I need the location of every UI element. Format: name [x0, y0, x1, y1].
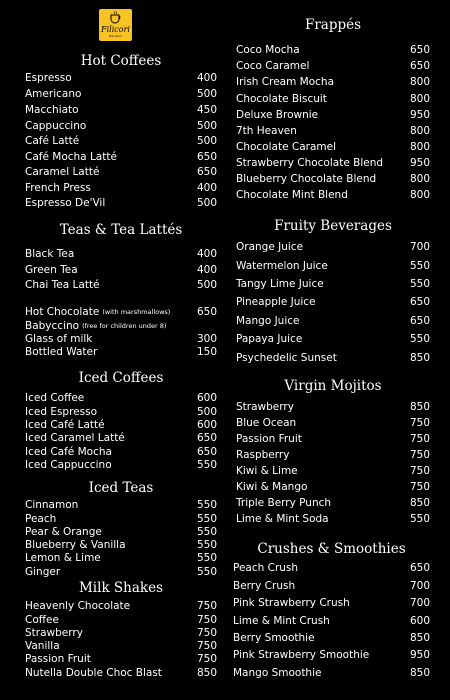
item-price: 650 — [196, 432, 217, 444]
item-name: Strawberry Chocolate Blend — [236, 157, 384, 169]
item-name: Triple Berry Punch — [236, 497, 332, 509]
menu-item — [25, 652, 217, 666]
section-title: Crushes & Smoothies — [257, 541, 406, 557]
item-price: 650 — [409, 60, 430, 72]
item-price: 500 — [196, 135, 217, 147]
menu-item — [25, 278, 217, 292]
menu-item — [236, 43, 430, 57]
menu-item — [25, 345, 217, 359]
menu-item — [25, 181, 217, 195]
logo-tagline: Zecchini — [109, 34, 122, 38]
item-price: 750 — [409, 449, 430, 461]
item-price: 550 — [409, 333, 430, 345]
item-price: 750 — [196, 640, 217, 652]
item-price: 400 — [196, 248, 217, 260]
item-price: 500 — [196, 279, 217, 291]
item-price: 850 — [409, 667, 430, 679]
section-title: Teas & Tea Lattés — [59, 222, 183, 238]
item-price: 550 — [196, 566, 217, 578]
item-name: Blueberry Chocolate Blend — [236, 173, 377, 185]
item-name: Coffee — [25, 614, 59, 626]
menu-item — [236, 277, 430, 291]
item-name: Ginger — [25, 566, 61, 578]
item-name: Iced Caramel Latté — [25, 432, 125, 444]
item-price: 550 — [409, 513, 430, 525]
item-note: (with marshmallows) — [102, 308, 171, 316]
item-name: Lime & Mint Crush — [233, 615, 330, 627]
item-name: Papaya Juice — [236, 333, 303, 345]
item-name: Peach — [25, 513, 57, 525]
item-price: 300 — [196, 333, 217, 345]
menu-item — [25, 666, 217, 680]
menu-item — [25, 319, 217, 333]
menu-item — [236, 92, 430, 106]
item-price: 650 — [196, 166, 217, 178]
item-price: 750 — [196, 614, 217, 626]
logo-name: Filicori — [101, 25, 130, 34]
item-price: 950 — [409, 157, 430, 169]
item-name: Lemon & Lime — [25, 552, 101, 564]
item-name: Pear & Orange — [25, 526, 102, 538]
item-name: 7th Heaven — [236, 125, 297, 137]
item-price: 650 — [196, 306, 217, 318]
menu-item — [25, 87, 217, 101]
section-title: Hot Coffees — [80, 53, 162, 69]
item-price: 750 — [409, 433, 430, 445]
item-name: Glass of milk — [25, 333, 93, 345]
menu-item — [236, 432, 430, 446]
section-title: Iced Coffees — [78, 370, 164, 386]
menu-item — [25, 150, 217, 164]
item-price: 650 — [409, 44, 430, 56]
menu-item — [25, 247, 217, 261]
item-price: 550 — [196, 459, 217, 471]
item-name: Berry Crush — [233, 580, 296, 592]
item-price: 650 — [409, 296, 430, 308]
item-price: 500 — [196, 88, 217, 100]
item-price: 500 — [196, 120, 217, 132]
item-price: 750 — [196, 653, 217, 665]
menu-item — [236, 240, 430, 254]
item-name: Iced Cappuccino — [25, 459, 112, 471]
menu-item — [25, 512, 217, 526]
menu-item — [236, 400, 430, 414]
item-note: (free for children under 8) — [82, 322, 167, 330]
item-name: Psychedelic Sunset — [236, 352, 337, 364]
item-name: Mango Juice — [236, 315, 300, 327]
item-name: Caramel Latté — [25, 166, 100, 178]
item-name: Chai Tea Latté — [25, 279, 100, 291]
item-name: Americano — [25, 88, 82, 100]
item-name: Cinnamon — [25, 499, 79, 511]
item-price: 600 — [196, 419, 217, 431]
menu-item — [25, 134, 217, 148]
item-name: Pink Strawberry Smoothie — [233, 649, 370, 661]
item-name: Iced Café Mocha — [25, 446, 112, 458]
item-name: Iced Espresso — [25, 406, 98, 418]
menu-item — [25, 71, 217, 85]
menu-item — [233, 596, 430, 610]
item-name: Hot Chocolate — [25, 306, 100, 318]
item-price: 500 — [196, 197, 217, 209]
item-name: Espresso De'Vil — [25, 197, 106, 209]
item-price: 650 — [196, 446, 217, 458]
menu-item — [233, 631, 430, 645]
item-price: 600 — [196, 392, 217, 404]
item-price: 750 — [196, 627, 217, 639]
menu-item — [25, 103, 217, 117]
item-price: 750 — [196, 600, 217, 612]
section-title: Virgin Mojitos — [284, 378, 382, 394]
item-price: 400 — [196, 264, 217, 276]
filicori-logo — [99, 9, 132, 41]
item-price: 800 — [409, 93, 430, 105]
item-name: Green Tea — [25, 264, 78, 276]
menu-item — [233, 648, 430, 662]
item-price: 550 — [409, 260, 430, 272]
item-price: 850 — [196, 667, 217, 679]
menu-item — [25, 538, 217, 552]
item-price: 550 — [196, 513, 217, 525]
item-price: 550 — [409, 278, 430, 290]
item-name: Espresso — [25, 72, 72, 84]
item-price: 950 — [409, 109, 430, 121]
menu-item — [25, 405, 217, 419]
item-name: Kiwi & Mango — [236, 481, 308, 493]
item-price: 800 — [409, 189, 430, 201]
menu-item — [236, 480, 430, 494]
item-name: Blue Ocean — [236, 417, 297, 429]
menu-item — [233, 666, 430, 680]
item-name: Chocolate Caramel — [236, 141, 336, 153]
item-price: 850 — [409, 352, 430, 364]
menu-item — [236, 75, 430, 89]
menu-item — [236, 448, 430, 462]
item-price: 750 — [409, 481, 430, 493]
menu-item — [236, 108, 430, 122]
item-price: 750 — [409, 417, 430, 429]
item-name: Deluxe Brownie — [236, 109, 319, 121]
menu-item — [236, 512, 430, 526]
item-name: Pink Strawberry Crush — [233, 597, 350, 609]
item-price: 800 — [409, 76, 430, 88]
item-price: 400 — [196, 72, 217, 84]
item-name: Café Mocha Latté — [25, 151, 117, 163]
item-name: Heavenly Chocolate — [25, 600, 131, 612]
item-price: 550 — [196, 552, 217, 564]
menu-item — [233, 614, 430, 628]
menu-item — [25, 626, 217, 640]
item-price: 950 — [409, 649, 430, 661]
item-name: Berry Smoothie — [233, 632, 315, 644]
menu-item — [236, 156, 430, 170]
menu-item — [236, 259, 430, 273]
item-name: Cappuccino — [25, 120, 87, 132]
menu-item — [236, 332, 430, 346]
item-price: 450 — [196, 104, 217, 116]
item-price: 700 — [409, 580, 430, 592]
item-name: Bottled Water — [25, 346, 98, 358]
item-name: Passion Fruit — [25, 653, 91, 665]
item-price: 600 — [409, 615, 430, 627]
menu-item — [25, 565, 217, 579]
item-name: Iced Café Latté — [25, 419, 105, 431]
item-name: Pineapple Juice — [236, 296, 316, 308]
item-name: Watermelon Juice — [236, 260, 328, 272]
menu-item — [25, 119, 217, 133]
item-name: Irish Cream Mocha — [236, 76, 335, 88]
item-price: 750 — [409, 465, 430, 477]
item-price: 400 — [196, 182, 217, 194]
item-price: 850 — [409, 401, 430, 413]
item-name: Chocolate Biscuit — [236, 93, 327, 105]
menu-item — [25, 498, 217, 512]
item-name: Raspberry — [236, 449, 290, 461]
item-name: Peach Crush — [233, 562, 299, 574]
item-name: Chocolate Mint Blend — [236, 189, 348, 201]
menu-item — [233, 561, 430, 575]
menu-item — [25, 391, 217, 405]
item-price: 650 — [409, 315, 430, 327]
item-name: French Press — [25, 182, 91, 194]
menu-item — [236, 140, 430, 154]
item-price: 850 — [409, 497, 430, 509]
menu-item — [25, 418, 217, 432]
item-name: Blueberry & Vanilla — [25, 539, 126, 551]
item-price: 650 — [409, 562, 430, 574]
menu-item — [236, 496, 430, 510]
menu-item — [25, 525, 217, 539]
section-title: Frappés — [304, 17, 362, 33]
menu-item — [236, 464, 430, 478]
item-name: Strawberry — [236, 401, 294, 413]
menu-item — [25, 639, 217, 653]
menu-item — [233, 579, 430, 593]
menu-item — [25, 599, 217, 613]
menu-item — [25, 196, 217, 210]
item-price: 550 — [196, 539, 217, 551]
item-name: Macchiato — [25, 104, 79, 116]
item-name: Iced Coffee — [25, 392, 85, 404]
menu-item — [236, 172, 430, 186]
menu-item — [236, 416, 430, 430]
menu-item — [236, 295, 430, 309]
menu-item — [236, 188, 430, 202]
menu-item — [25, 305, 217, 319]
menu-item — [25, 431, 217, 445]
section-title: Iced Teas — [88, 480, 154, 496]
item-name: Passion Fruit — [236, 433, 302, 445]
item-name: Café Latté — [25, 135, 80, 147]
item-name: Kiwi & Lime — [236, 465, 298, 477]
item-price: 800 — [409, 125, 430, 137]
item-price: 650 — [196, 151, 217, 163]
item-name: Coco Caramel — [236, 60, 310, 72]
item-price: 800 — [409, 141, 430, 153]
section-title: Milk Shakes — [78, 580, 164, 596]
item-name: Black Tea — [25, 248, 75, 260]
menu-item — [236, 314, 430, 328]
menu-item — [25, 613, 217, 627]
menu-item — [236, 351, 430, 365]
item-price: 150 — [196, 346, 217, 358]
item-price: 850 — [409, 632, 430, 644]
item-name: Coco Mocha — [236, 44, 300, 56]
menu-item — [25, 165, 217, 179]
menu-item — [25, 263, 217, 277]
menu-item — [25, 551, 217, 565]
menu-item — [236, 124, 430, 138]
section-title: Fruity Beverages — [274, 218, 392, 234]
item-name: Lime & Mint Soda — [236, 513, 329, 525]
menu-item — [25, 458, 217, 472]
item-name: Mango Smoothie — [233, 667, 322, 679]
menu-item — [236, 59, 430, 73]
item-name: Orange Juice — [236, 241, 304, 253]
item-name: Babyccino — [25, 320, 80, 332]
item-price: 700 — [409, 241, 430, 253]
item-name: Tangy Lime Juice — [236, 278, 324, 290]
menu-item — [25, 445, 217, 459]
item-price: 550 — [196, 499, 217, 511]
item-price: 550 — [196, 526, 217, 538]
item-price: 800 — [409, 173, 430, 185]
item-name: Strawberry — [25, 627, 83, 639]
item-price: 500 — [196, 406, 217, 418]
item-price: 700 — [409, 597, 430, 609]
item-name: Vanilla — [25, 640, 60, 652]
menu-item — [25, 332, 217, 346]
item-name: Nutella Double Choc Blast — [25, 667, 162, 679]
